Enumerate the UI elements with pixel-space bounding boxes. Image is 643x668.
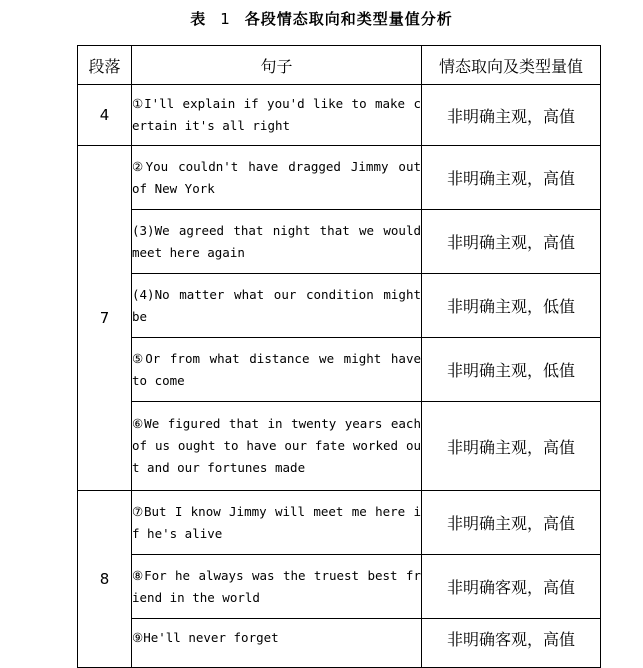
table-row <box>78 402 601 491</box>
sentence-cell: ⑧For he always was the truest best friend in the world <box>132 555 422 619</box>
table-caption <box>0 8 643 29</box>
paragraph-cell: 4 <box>78 85 132 146</box>
modality-cell: 非明确主观，高值 <box>422 210 601 274</box>
modality-cell: 非明确主观，高值 <box>422 402 601 491</box>
table-row <box>78 274 601 338</box>
modality-cell: 非明确主观，低值 <box>422 274 601 338</box>
modality-cell: 非明确客观，高值 <box>422 555 601 619</box>
modality-cell: 非明确主观，高值 <box>422 85 601 146</box>
table-row <box>78 210 601 274</box>
paragraph-cell: 7 <box>78 146 132 491</box>
table-row <box>78 491 601 555</box>
table-row <box>78 619 601 668</box>
caption-title: 各段情态取向和类型量值分析 <box>244 10 453 28</box>
sentence-cell: (4)No matter what our condition might be <box>132 274 422 338</box>
sentence-cell: ①I'll explain if you'd like to make certain it's all right <box>132 85 422 146</box>
sentence-cell: (3)We agreed that night that we would meet here again <box>132 210 422 274</box>
table-row <box>78 146 601 210</box>
table-row <box>78 555 601 619</box>
paragraph-cell: 8 <box>78 491 132 668</box>
sentence-cell: ⑦But I know Jimmy will meet me here if he's alive <box>132 491 422 555</box>
modality-cell: 非明确主观，高值 <box>422 491 601 555</box>
modality-cell: 非明确主观，低值 <box>422 338 601 402</box>
caption-number: 1 <box>220 10 231 28</box>
table-header-row <box>78 46 601 85</box>
modality-cell: 非明确客观，高值 <box>422 619 601 668</box>
analysis-table <box>77 45 601 668</box>
sentence-cell: ⑤Or from what distance we might have to come <box>132 338 422 402</box>
modality-cell: 非明确主观，高值 <box>422 146 601 210</box>
sentence-cell: ⑨He'll never forget <box>132 619 422 668</box>
caption-label: 表 <box>190 10 207 28</box>
sentence-cell: ②You couldn't have dragged Jimmy out of New York <box>132 146 422 210</box>
table-row <box>78 85 601 146</box>
table-row <box>78 338 601 402</box>
sentence-cell: ⑥We figured that in twenty years each of us ought to have our fate worked out and our fortunes made <box>132 402 422 491</box>
header-sentence: 句子 <box>132 46 422 85</box>
header-paragraph: 段落 <box>78 46 132 85</box>
header-modality: 情态取向及类型量值 <box>422 46 601 85</box>
